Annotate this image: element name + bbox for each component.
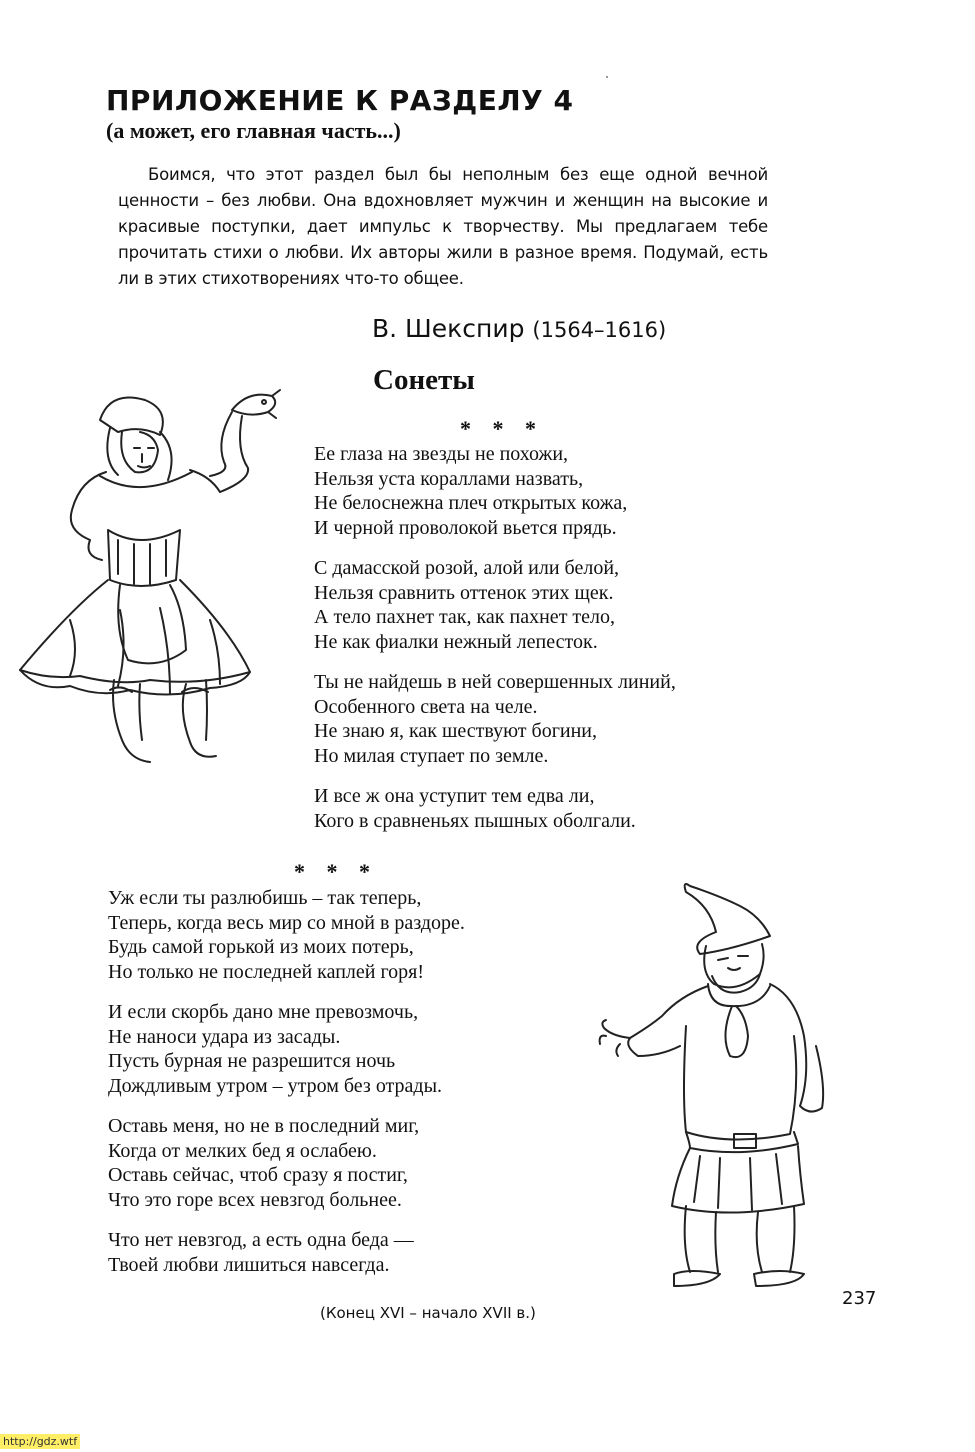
poem-line: Нельзя сравнить оттенок этих щек. xyxy=(314,581,614,604)
stanza xyxy=(314,670,676,768)
poem-line: Оставь сейчас, чтоб сразу я постиг, xyxy=(108,1164,408,1186)
poem-cycle-title: Сонеты xyxy=(373,364,475,396)
poem-line: Но только не последней каплей горя! xyxy=(108,960,425,983)
poem-line: Уж если ты разлюбишь – так теперь, xyxy=(108,887,422,909)
poem-line: Будь самой горькой из моих потерь, xyxy=(108,936,414,958)
author-line xyxy=(372,314,666,343)
poem-line: Не как фиалки нежный лепесток. xyxy=(314,630,598,653)
poem-line: Ты не найдешь в ней совершенных линий, xyxy=(314,671,676,693)
section-subheading: (а может, его главная часть...) xyxy=(106,118,401,143)
watermark-link[interactable]: http://gdz.wtf xyxy=(0,1434,80,1449)
poem-line: И все ж она уступит тем едва ли, xyxy=(314,785,595,807)
poem-line: Ее глаза на звезды не похожи, xyxy=(314,443,569,465)
sonnet2-separator: * * * xyxy=(294,859,378,884)
poem-line: Что нет невзгод, а есть одна беда — xyxy=(108,1229,414,1251)
author-name: В. Шекспир xyxy=(372,314,525,343)
poem-dating: (Конец XVI – начало XVII в.) xyxy=(320,1304,536,1322)
old-man-illustration xyxy=(590,876,840,1296)
poem-line: Дождливым утром – утром без отрады. xyxy=(108,1074,443,1097)
woman-with-fish-illustration xyxy=(10,380,300,780)
poem-line: Но милая ступает по земле. xyxy=(314,744,549,767)
poem-line: Нельзя уста кораллами назвать, xyxy=(314,467,584,490)
sonnet1-separator: * * * xyxy=(460,416,544,441)
intro-paragraph: Боимся, что этот раздел был бы неполным без еще одной вечной ценности – без любви. Она вдохновляет мужчин и женщин на высокие и красивые поступки, дает импульс к творчеству. Мы предлагаем тебе прочитать стихи о любви. Их авторы жили в разное время. Подумай, есть ли в этих стихотворениях что-то общее. xyxy=(118,165,768,288)
stanza xyxy=(108,1114,465,1212)
page-number: 237 xyxy=(842,1288,877,1309)
section-heading: ПРИЛОЖЕНИЕ К РАЗДЕЛУ 4 xyxy=(106,84,574,117)
poem-line: И черной проволокой вьется прядь. xyxy=(314,516,617,539)
poem-line: Не наноси удара из засады. xyxy=(108,1025,341,1048)
poem-line: Что это горе всех невзгод больнее. xyxy=(108,1188,402,1211)
stanza xyxy=(108,1000,465,1098)
stanza xyxy=(314,556,676,654)
poem-line: С дамасской розой, алой или белой, xyxy=(314,557,620,579)
sonnet-1 xyxy=(314,442,676,849)
poem-line: А тело пахнет так, как пахнет тело, xyxy=(314,606,616,628)
poem-line: Теперь, когда весь мир со мной в раздоре. xyxy=(108,911,465,934)
poem-line: Кого в сравненьях пышных оболгали. xyxy=(314,809,636,832)
poem-line: Когда от мелких бед я ослабею. xyxy=(108,1139,377,1162)
poem-line: Особенного света на челе. xyxy=(314,695,538,718)
poem-line: Не знаю я, как шествуют богини, xyxy=(314,720,598,742)
stanza xyxy=(108,886,465,984)
stanza xyxy=(108,1228,465,1277)
poem-line: И если скорбь дано мне превозмочь, xyxy=(108,1001,419,1023)
sonnet-2 xyxy=(108,886,465,1293)
print-speck xyxy=(606,76,608,78)
poem-line: Пусть бурная не разрешится ночь xyxy=(108,1050,396,1072)
stanza xyxy=(314,784,676,833)
author-years: (1564–1616) xyxy=(532,318,667,342)
poem-line: Не белоснежна плеч открытых кожа, xyxy=(314,492,628,514)
poem-line: Твоей любви лишиться навсегда. xyxy=(108,1253,390,1276)
poem-line: Оставь меня, но не в последний миг, xyxy=(108,1115,420,1137)
stanza xyxy=(314,442,676,540)
